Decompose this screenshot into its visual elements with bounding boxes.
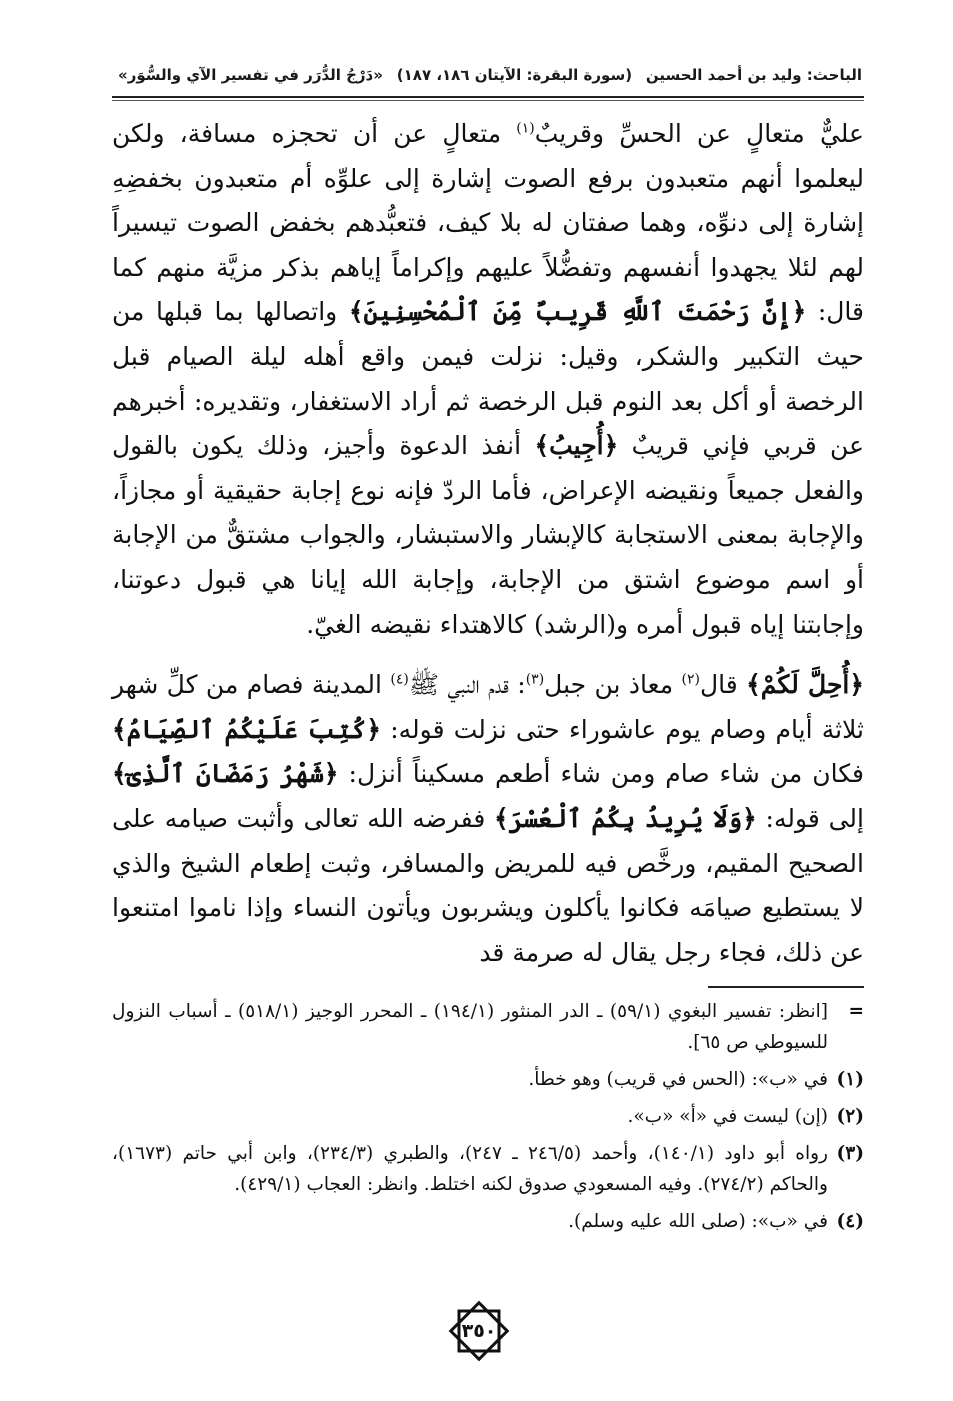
paragraph-1-text-4: أنفذ الدعوة وأجيز، وذلك يكون بالقول والفعل جميعاً ونقيضه الإعراض، فأما الردّ فإنه نوع إجابة حقيقية أو مجازاً، والإجابة بمعنى الاستجابة كالإبشار والاستبشار، والجواب مشتقٌّ من الإجابة أو اسم موضوع اشتق من الإجابة، وإجابة الله إيانا هي قبول دعوتنا، وإجابتنا إياه قبول أمره و(الرشد) كالاهتداء نقيضه الغيّ. (112, 431, 864, 639)
paragraph-2-text-3: : قدم النبي ﷺ (408, 670, 526, 700)
paragraph-1 (112, 112, 864, 647)
footnote-marker: = (848, 1001, 864, 1022)
paragraph-1-text-3: واتصالها بما قبلها من حيث التكبير والشكر، وقيل: نزلت فيمن واقع أهله ليلة الصيام قبل الرخصة أو أكل بعد النوم قبل الرخصة ثم أراد الاستغفار، وتقديره: أخبرهم عن قربي فإني قريبٌ (112, 297, 864, 461)
page-number-ornament (446, 1298, 512, 1364)
paragraph-2-text-1: قال (699, 670, 747, 700)
header-divider (112, 96, 864, 98)
paragraph-2-text-5: فكان من شاء صام ومن شاء أطعم مسكيناً أنزل: (338, 759, 864, 789)
header-surah: (سورة البقرة: الآيتان ١٨٦، ١٨٧) (396, 66, 633, 84)
footnote-marker: (٢) (836, 1106, 864, 1127)
paragraph-2-text-2: معاذ بن جبل (544, 670, 682, 700)
quran-quote: ﴿أُجِيبُ﴾ (534, 431, 619, 461)
running-header (118, 58, 862, 92)
footnote-ref-4: (٤) (390, 671, 409, 688)
footnote-1 (112, 1064, 864, 1095)
footnote-ref-3: (٣) (525, 671, 545, 688)
footnote-text: في «ب»: (الحس في قريب) وهو خطأ. (528, 1069, 828, 1090)
footnotes (112, 996, 864, 1243)
footnote-text: (إن) ليست في «أ» «ب». (627, 1106, 828, 1127)
paragraph-2-text-6: إلى قوله: (756, 803, 864, 833)
footnote-2 (112, 1101, 864, 1132)
footnote-divider (708, 986, 864, 988)
footnote-marker: (٣) (836, 1143, 864, 1164)
quran-quote: ﴿كُتِبَ عَلَيْكُمُ ٱلصِّيَامُ﴾ (112, 714, 381, 744)
header-author: الباحث: وليد بن أحمد الحسين (645, 66, 862, 84)
paragraph-2 (112, 663, 864, 975)
footnote-3 (112, 1138, 864, 1200)
paragraph-2-text-7: ففرضه الله تعالى وأثبت صيامه على الصحيح المقيم، ورخَّص فيه للمريض والمسافر، وثبت إطعام الشيخ والذي لا يستطيع صيامَه فكانوا يأكلون ويشربون ويأتون النساء وإذا ناموا امتنعوا عن ذلك، فجاء رجل يقال له صرمة قد (112, 803, 864, 967)
footnote-ref-2: (٢) (681, 671, 700, 688)
quran-quote: ﴿إِنَّ رَحْمَتَ ٱللَّهِ قَرِيبٌ مِّنَ ٱلْمُحْسِنِينَ﴾ (348, 297, 807, 327)
footnote-4 (112, 1206, 864, 1237)
page-number: ٣٥٠ (461, 1320, 497, 1342)
quran-quote: ﴿شَهْرُ رَمَضَانَ ٱلَّذِىٓ﴾ (112, 759, 339, 789)
footnote-text: في «ب»: (صلى الله عليه وسلم). (568, 1211, 828, 1232)
main-text (112, 112, 864, 975)
quran-quote: ﴿وَلَا يُرِيدُ بِكُمُ ٱلْعُسْرَ﴾ (494, 803, 757, 833)
quran-quote: ﴿أُحِلَّ لَكُمْ﴾ (746, 670, 864, 700)
paragraph-2-text-4: المدينة فصام من كلِّ شهر ثلاثة أيام وصام يوم عاشوراء حتى نزلت قوله: (112, 670, 864, 744)
footnote-marker: (١) (836, 1069, 864, 1090)
footnote-text: [انظر: تفسير البغوي (٥٩/١) ـ الدر المنثور (١٩٤/١) ـ المحرر الوجيز (٥١٨/١) ـ أسباب النزول للسيوطي ص ٦٥]. (112, 1001, 828, 1053)
header-book-title: «دَرْجُ الدُّرَر في تفسير الآي والسُّوَر» (118, 66, 383, 84)
paragraph-1-text-2: متعالٍ عن أن تحجزه مسافة، ولكن ليعلموا أنهم متعبدون برفع الصوت إشارة إلى علوِّه أم متعبدون بخفضِهِ إشارة إلى دنوِّه، وهما صفتان له بلا كيف، فتعبُّدهم بخفض الصوت تيسيراً لهم لئلا يجهدوا أنفسهم وتفضُّلاً عليهم وإكراماً إياهم بذكر مزيَّة منهم كما قال: (112, 119, 865, 327)
footnote-marker: (٤) (836, 1211, 864, 1232)
footnote-ref-1: (١) (516, 120, 535, 137)
header-divider-thin (112, 100, 864, 101)
footnote-text: رواه أبو داود (١٤٠/١)، وأحمد (٢٤٦/٥ ـ ٢٤٧)، والطبري (٢٣٤/٣)، وابن أبي حاتم (١٦٧٣)، والحاكم (٢٧٤/٢). وفيه المسعودي صدوق لكنه اختلط. وانظر: العجاب (٤٢٩/١). (112, 1143, 828, 1195)
paragraph-1-text-1: عليٌّ متعالٍ عن الحسِّ وقريبٌ (534, 119, 864, 148)
footnote-continued (112, 996, 864, 1058)
